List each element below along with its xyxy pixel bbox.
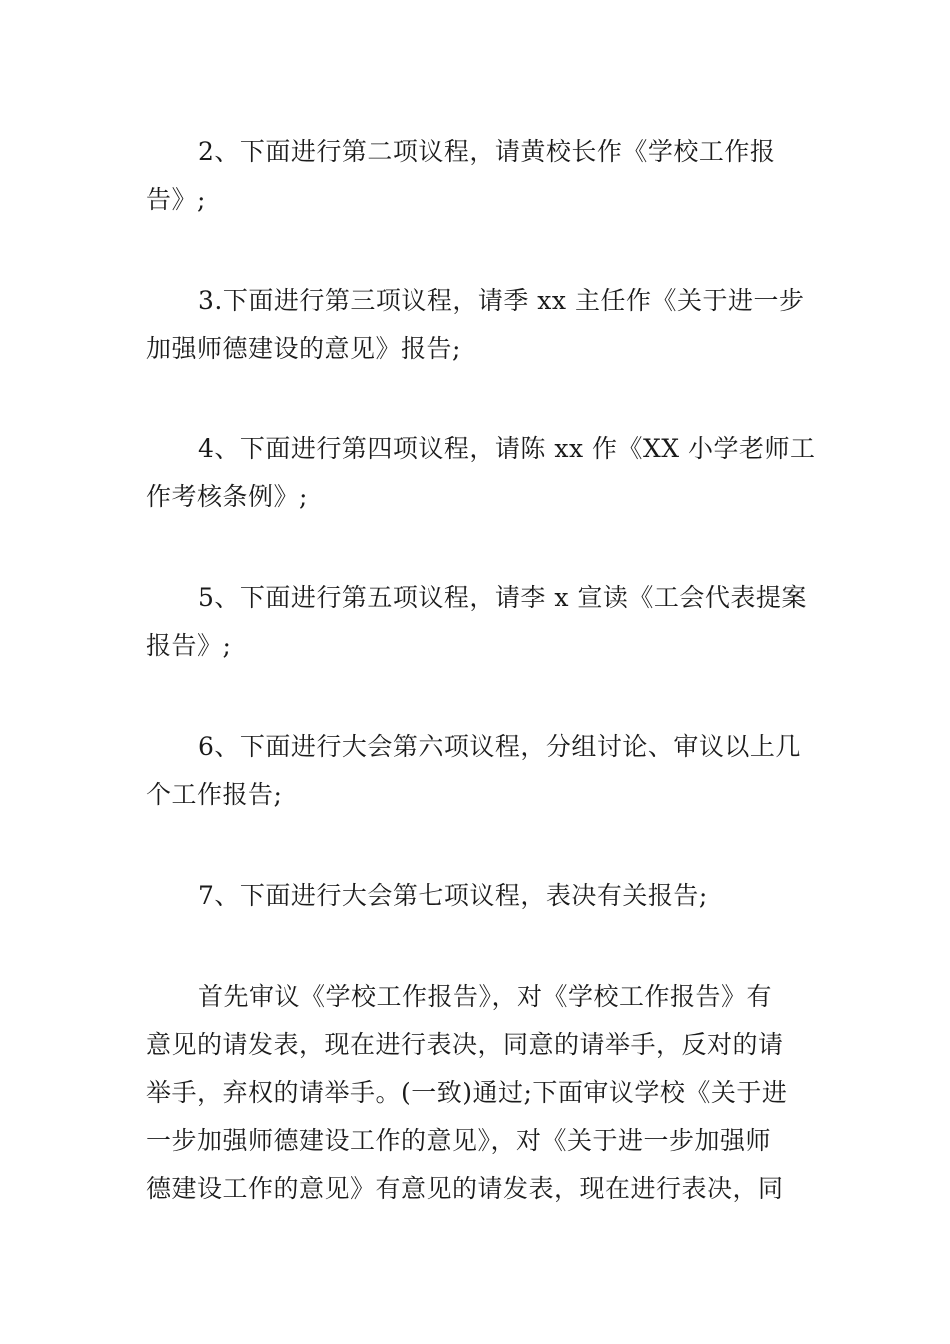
paragraph-line: 个工作报告; [146, 780, 283, 809]
paragraph-line: 5、下面进行第五项议程，请李 x 宣读《工会代表提案 [198, 583, 807, 612]
paragraph-line: 3.下面进行第三项议程，请季 xx 主任作《关于进一步 [198, 286, 805, 315]
paragraph-line: 6、下面进行大会第六项议程，分组讨论、审议以上几 [198, 732, 801, 761]
paragraph-line: 7、下面进行大会第七项议程，表决有关报告; [198, 881, 708, 910]
agenda-item-5 [146, 574, 810, 670]
paragraph-line: 告》; [146, 185, 206, 214]
agenda-item-2 [146, 128, 810, 224]
agenda-item-6 [146, 723, 810, 819]
paragraph-line: 报告》; [146, 631, 232, 660]
paragraph-line: 一步加强师德建设工作的意见》，对《关于进一步加强师 [146, 1126, 772, 1155]
paragraph-line: 意见的请发表，现在进行表决，同意的请举手，反对的请 [146, 1030, 784, 1059]
agenda-item-4 [146, 425, 816, 521]
agenda-item-7 [146, 872, 810, 920]
paragraph-line: 首先审议《学校工作报告》，对《学校工作报告》有 [198, 982, 773, 1011]
paragraph-line: 2、下面进行第二项议程，请黄校长作《学校工作报 [198, 137, 776, 166]
voting-paragraph [146, 973, 810, 1213]
paragraph-line: 4、下面进行第四项议程，请陈 xx 作《XX 小学老师工 [198, 434, 816, 463]
paragraph-line: 加强师德建设的意见》报告; [146, 334, 461, 363]
paragraph-line: 作考核条例》; [146, 482, 308, 511]
paragraph-line: 举手，弃权的请举手。(一致)通过;下面审议学校《关于进 [146, 1078, 788, 1107]
paragraph-line: 德建设工作的意见》有意见的请发表，现在进行表决，同 [146, 1174, 784, 1203]
agenda-item-3 [146, 277, 810, 373]
